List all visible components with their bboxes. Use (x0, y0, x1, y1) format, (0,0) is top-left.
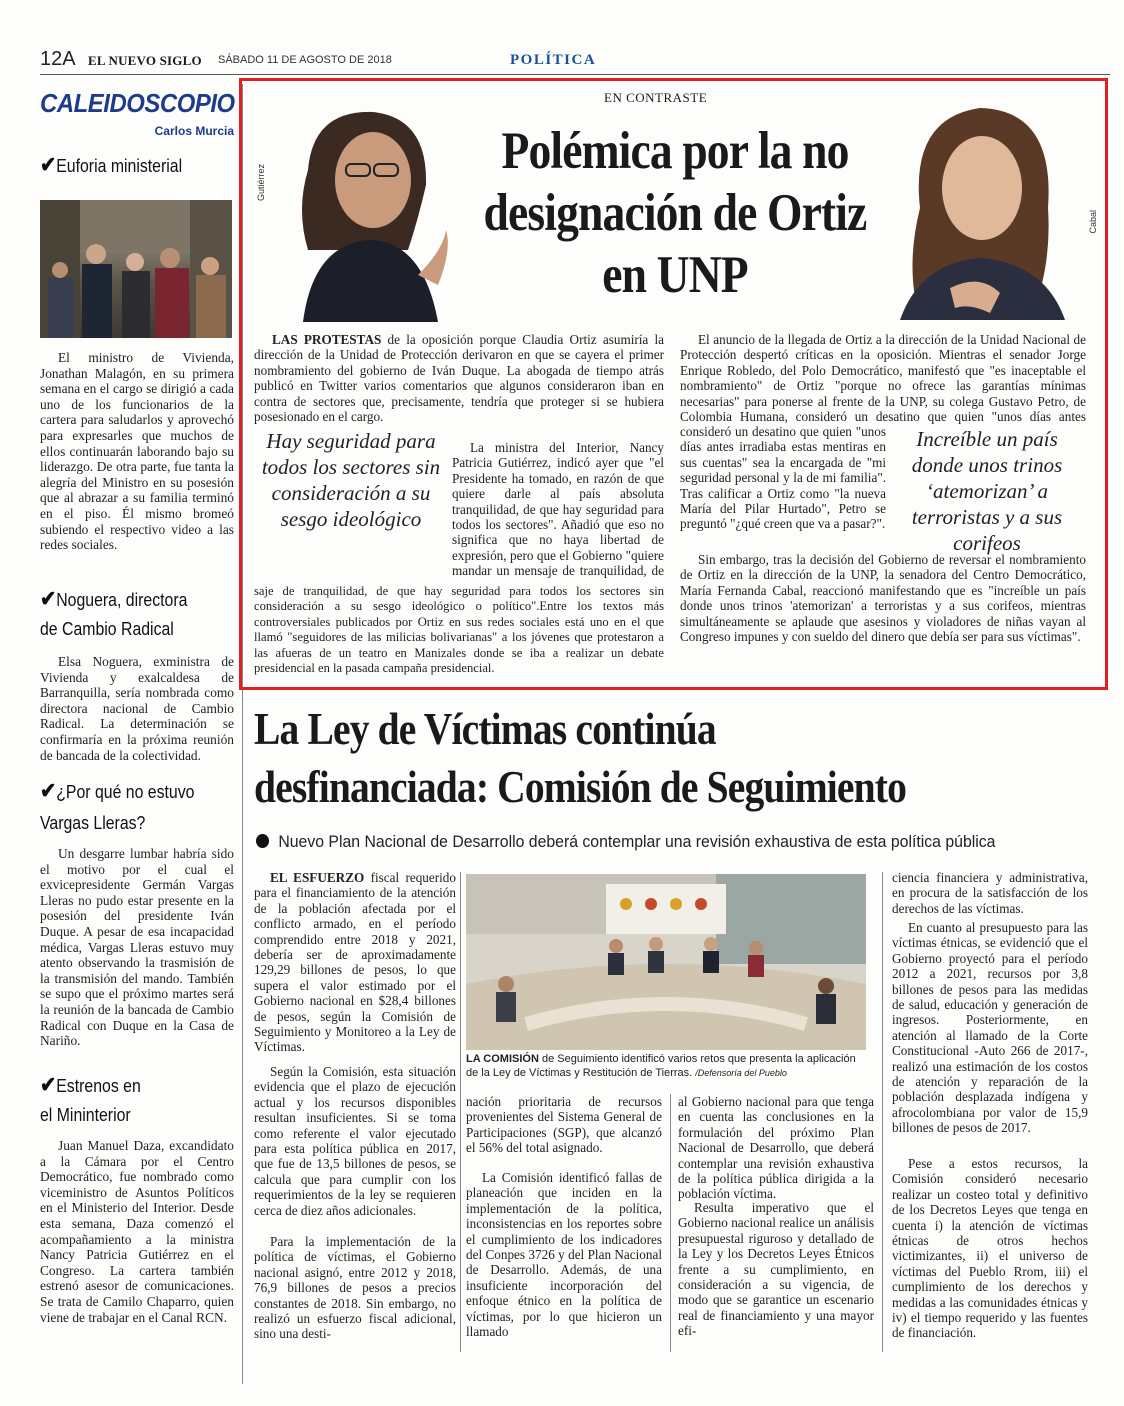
column-divider (460, 872, 461, 1352)
article-paragraph: Resulta imperativo que el Gobierno nacional realice un análisis presupuestal riguroso y detallado de la Ley y los Decretos Leyes Étnicos frente a su cumplimiento, en consideración a su vigencia, de modo que se garantice un escenario real de financiamiento y una mayor efi- (678, 1200, 874, 1339)
contrast-headline: Polémica por la no designación de Ortiz en UNP (483, 122, 867, 304)
checkmark-icon: ✔ (40, 152, 57, 177)
article-paragraph: EL ESFUERZO fiscal requerido para el financiamiento de la atención de la población afectada por el conflicto armado, en el período comprendido entre 2018 y 2021, debería ser de aproximadamente 129,29 billones de pesos, lo que supera el valor estimado por el Gobierno nacional en $28,4 billones de pesos, según la Comisión de Seguimiento y Monitoreo a la Ley de Víctimas. (254, 870, 456, 1055)
contrast-paragraph: Sin embargo, tras la decisión del Gobierno de reversar el nombramiento de Ortiz en la dirección de la UNP, la senadora del Centro Democrático, María Fernanda Cabal, reaccionó manifestando que es "increíble un país donde unos trinos 'atemorizan' a terroristas y a sus corifeos, mientras simultáneamente se aplaude que asesinos y violadores de niñas vayan al Congreso impunes y con sueldo del dinero que debía ser para sus víctimas". (680, 552, 1086, 645)
contrast-paragraph: El anuncio de la llegada de Ortiz a la dirección de la Unidad Nacional de Protección despertó críticas en la oposición. Mientras el senador Jorge Enrique Robledo, del Polo Democrático, manifestó que "es inaceptable el nombramiento" de Ortiz "porque no ofrece las garantías mínimas necesarias" para ponerse al frente de la UNP, su colega Gustavo Petro, de Colombia Humana, consideró un desatino que quien "unos días antes (680, 332, 1086, 424)
contrast-paragraph: LAS PROTESTAS de la oposición porque Claudia Ortiz asumiría la dirección de la Unidad de Protección derivaron en que se cayera el primer nombramiento del gobierno de Iván Duque. La abogada de tiempo atrás publicó en Twitter varios comentarios que algunos consideraron iban en contra de sectores que, precisamente, tendría que proteger si se hubiera posesionado en el cargo. (254, 332, 665, 425)
article-subhead: Nuevo Plan Nacional de Desarrollo deberá contemplar una revisión exhaustiva de esta política pública (256, 832, 1052, 852)
article-paragraph: En cuanto al presupuesto para las víctimas étnicas, se evidenció que el Gobierno proyectó para el período 2012 a 2021, recursos por 3,8 billones de pesos para las medidas de salud, educación y generación de ingresos. Posteriormente, en atención al llamado de la Corte Constitucional -Auto 266 de 2017-, realizó una estimación de los costos de atención y reparación de la población desplazada indígena y afrocolombiana por valor de 15,9 billones de pesos de 2017. (892, 920, 1088, 1136)
article-paragraph: ciencia financiera y administrativa, en procura de la satisfacción de los derechos de las víctimas. (892, 870, 1088, 916)
column-divider (670, 1094, 671, 1352)
paper-name: EL NUEVO SIGLO (88, 53, 202, 68)
section-name: POLÍTICA (510, 52, 597, 68)
page-header (40, 48, 1110, 75)
caleidoscopio-column (38, 84, 234, 1384)
portrait-gutierrez (268, 100, 454, 322)
portrait-illustration (268, 100, 454, 322)
checkmark-icon: ✔ (40, 586, 57, 611)
contrast-paragraph-cont: consideró un desatino que quien "unos días antes irradiaba estas mentiras en sus cuentas" sea la encargada de "mi seguridad personal y la de mi familia". Tras calificar a Ortiz como "la nueva María del Pilar Hurtado", Petro se preguntó "¿qué creen que va a pasar?". (680, 424, 886, 532)
item-text: Juan Manuel Daza, excandidato a la Cámara por el Centro Democrático, fue nombrado como viceministro de Asuntos Políticos en el Ministerio del Interior. Desde esta semana, Daza comenzó el acompañamiento a la ministra Nancy Patricia Gutiérrez en el Congreso. La cartera también estrenó asesor de comunicaciones. Se trata de Camilo Chaparro, quien viene de trabajar en el Canal RCN. (40, 1138, 234, 1325)
portrait-caption-left: Gutiérrez (256, 164, 266, 202)
contrast-paragraph: La ministra del Interior, Nancy Patricia Gutiérrez, indicó ayer que "el Presidente ha tomado, en razón de que quiere darle al país absoluta tranquilidad, de que hay seguridad para todos los sectores". Añadió que eso no significa que no haya libertad de expresión, pero que el Gobierno "quiere mandar un mensaje de tranquilidad, de (452, 440, 664, 578)
item-heading-line2: el Mininterior (40, 1105, 131, 1125)
photo-illustration (466, 874, 866, 1050)
contrast-paragraph-cont: saje de tranquilidad, de que hay seguridad para todos los sectores sin consideración a su sesgo ideológico o político".Entre los textos más controversiales publicados por Ortiz en sus redes sociales está uno en el que llamó "seguidores de las milicias bolivarianas" a los jóvenes que protestaron a las afueras de un teatro en Manizales donde se iba a realizar un debate presidencial en la pasada campaña presidencial. (254, 584, 664, 676)
checkmark-icon: ✔ (40, 778, 57, 803)
pull-quote-left: Hay seguridad para todos los sectores sin consideración a su sesgo ideológico (261, 429, 441, 531)
photo-illustration (40, 200, 232, 338)
contrast-label: EN CONTRASTE (604, 90, 708, 105)
article-headline: La Ley de Víctimas continúa desfinanciada: Comisión de Seguimiento (254, 703, 907, 812)
item-heading-line2: de Cambio Radical (40, 619, 174, 639)
column-title: CALEIDOSCOPIO (40, 88, 235, 118)
article-paragraph: Según la Comisión, esta situación evidencia que el plazo de ejecución actual y los recursos disponibles resultan insuficientes. Si se toma como referente el valor ejecutado para esta política pública en 2017, que fue de 13,5 billones de pesos, se calcula que para cumplir con los requerimientos de la ley se requieren cerca de diez años adicionales. (254, 1064, 456, 1218)
portrait-cabal (880, 98, 1082, 320)
pull-quote-right: Increíble un país donde unos trinos ‘atemorizan’ a terroristas y a sus corifeos (911, 427, 1063, 555)
photo-caption: LA COMISIÓN de Seguimiento identificó varios retos que presenta la aplicación de la Ley de Víctimas y Restitución de Tierras. /Defensoría del Pueblo (466, 1053, 856, 1079)
page-number: 12A (40, 48, 76, 70)
ministry-photo (40, 200, 232, 338)
item-heading-line2: Vargas Lleras? (40, 813, 146, 833)
item-heading: ✔Noguera, directora (40, 586, 188, 611)
article-paragraph: Para la implementación de la política de víctimas, el Gobierno nacional asignó, entre 2012 y 2018, 76,9 billones de pesos a precios constantes de 2018. Sin embargo, no realizó un esfuerzo fiscal adicional, sino una desti- (254, 1234, 456, 1342)
item-text: Elsa Noguera, exministra de Vivienda y exalcaldesa de Barranquilla, sería nombrada como directora nacional de Cambio Radical. La determinación se confirmaría en la próxima reunión de bancada de la colectividad. (40, 654, 234, 763)
portrait-illustration (880, 98, 1082, 320)
article-paragraph: La Comisión identificó fallas de planeación que inciden en la implementación de la política, inconsistencias en los reportes sobre el cumplimiento de los indicadores del Conpes 3726 y del Plan Nacional de Desarrollo. Además, de una insuficiente incorporación del enfoque étnico en la política de víctimas, por lo que hicieron un llamado (466, 1170, 662, 1340)
issue-date: SÁBADO 11 DE AGOSTO DE 2018 (218, 54, 392, 66)
item-text: Un desgarre lumbar habría sido el motivo por el cual el exvicepresidente Germán Vargas Lleras no pudo estar presente en la posesión del presidente Iván Duque. A pesar de esa incapacidad médica, Vargas Lleras estuvo muy atento observando la trasmisión de la transmisión del mando. También se supo que el próximo martes será la reunión de la bancada de Cambio Radical con Duque en la Casa de Nariño. (40, 846, 234, 1049)
portrait-caption-right: Cabal (1088, 210, 1098, 234)
column-author: Carlos Murcia (154, 124, 234, 138)
article-paragraph: al Gobierno nacional para que tenga en cuenta las conclusiones en la formulación del próximo Plan Nacional de Desarrollo, que deberá contemplar una revisión exhaustiva de la política pública dirigida a la población víctima. (678, 1094, 874, 1202)
article-paragraph: Pese a estos recursos, la Comisión consideró necesario realizar un costeo total y definitivo de los Decretos Leyes que tenga en cuenta i) la atención de víctimas étnicas de otros hechos victimizantes, ii) el universo de víctimas del Pueblo Rrom, iii) el cumplimiento de los derechos y medidas a las comunidades étnicas y iv) el tiempo requerido y las fuentes de financiación. (892, 1156, 1088, 1341)
item-heading: ✔Euforia ministerial (40, 152, 183, 177)
bullet-icon (256, 834, 269, 848)
column-divider (882, 872, 883, 1352)
item-heading: ✔Estrenos en (40, 1072, 141, 1097)
article-paragraph: nación prioritaria de recursos provenientes del Sistema General de Participaciones (SGP), que alcanzó el 56% del total asignado. (466, 1094, 662, 1156)
item-heading: ✔¿Por qué no estuvo (40, 778, 195, 803)
commission-photo (466, 874, 866, 1050)
checkmark-icon: ✔ (40, 1072, 57, 1097)
item-text: El ministro de Vivienda, Jonathan Malagón, en su primera semana en el cargo se dirigió a cada uno de los funcionarios de la cartera para saludarlos y aprovechó para expresarles que muchos de ellos continuarán laborando bajo su liderazgo. De otra parte, fue tanta la alegría del Ministro en su posesión que al abrazar a su familia terminó en el piso. Él mismo bromeó subiendo el respectivo video a las redes sociales. (40, 350, 234, 553)
